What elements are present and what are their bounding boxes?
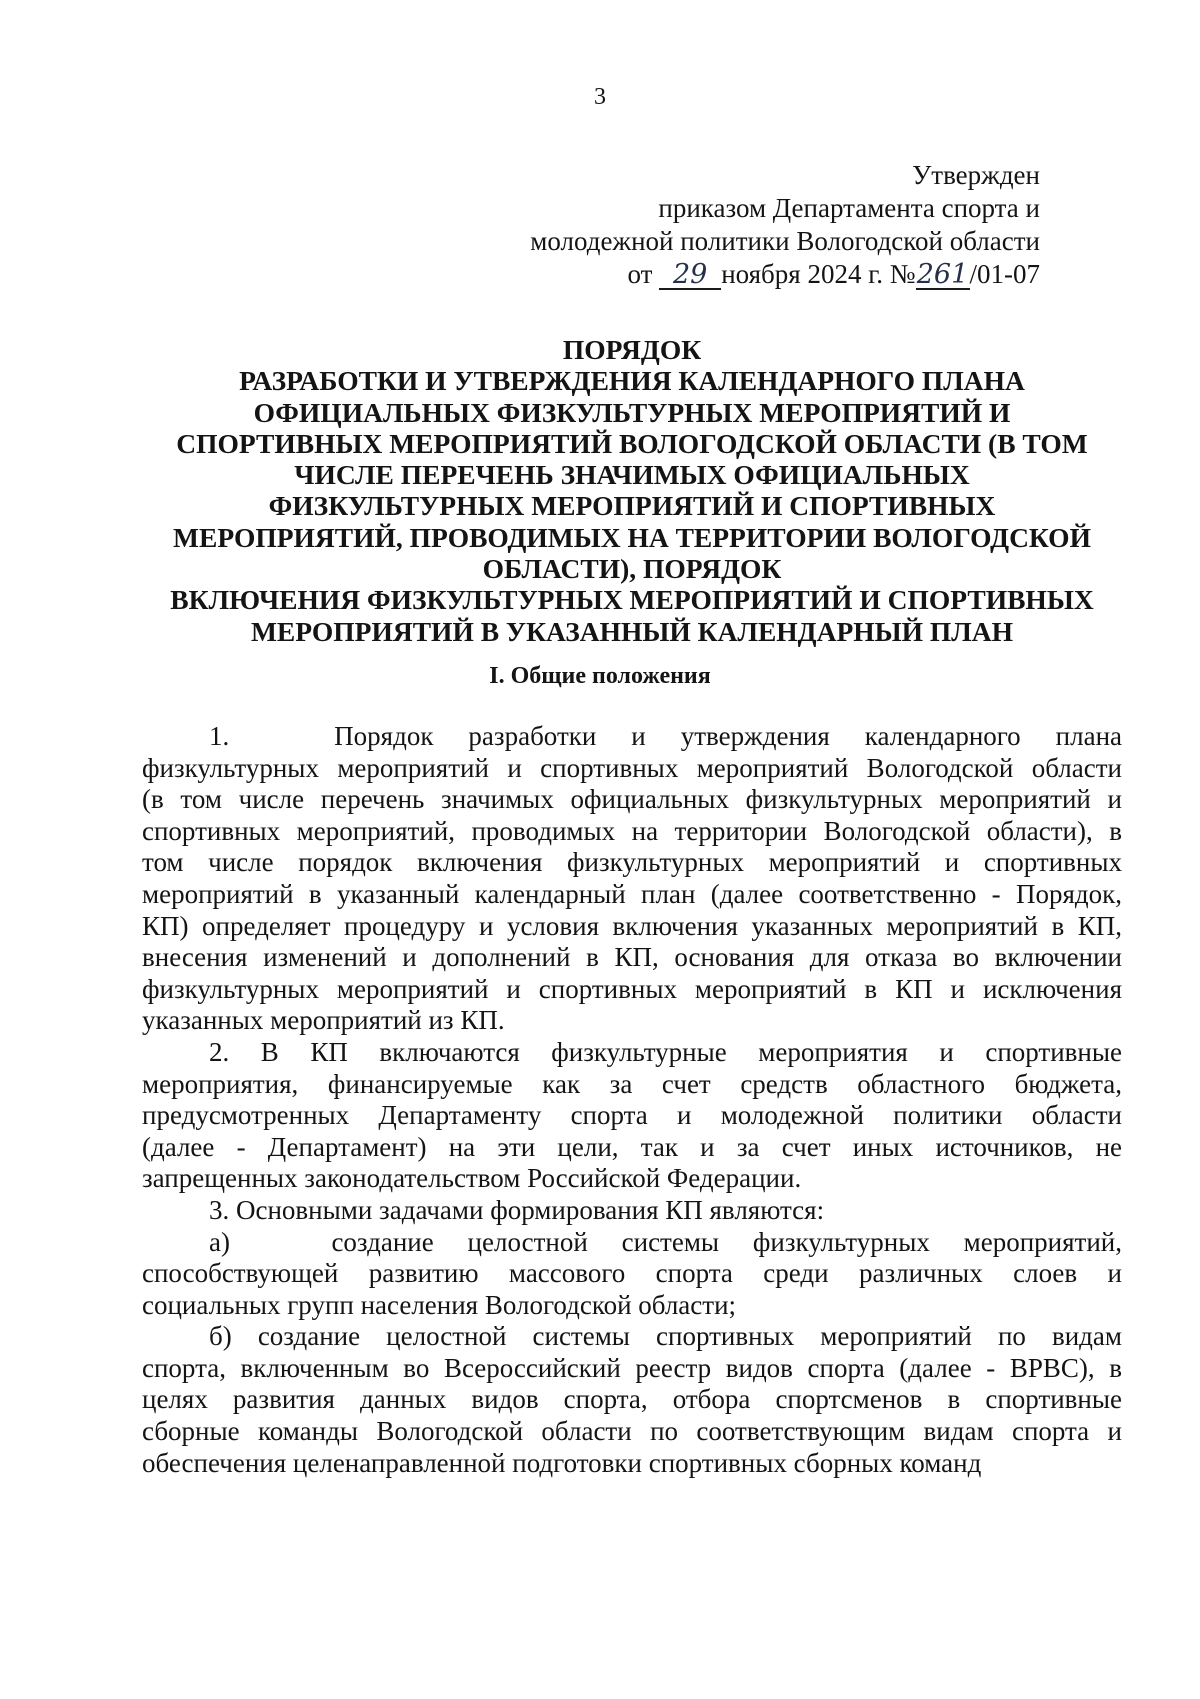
page-number: 3 — [594, 84, 606, 110]
approval-order-suffix: /01-07 — [969, 259, 1040, 289]
title-line: ЧИСЛЕ ПЕРЕЧЕНЬ ЗНАЧИМЫХ ОФИЦИАЛЬНЫХ — [294, 459, 970, 491]
body-text — [142, 721, 1122, 1479]
approval-line-2: приказом Департамента спорта и — [658, 193, 1040, 223]
body-line: спортивных мероприятий, проводимых на территории Вологодской области), в — [142, 815, 1122, 846]
body-line: мероприятий в указанный календарный план (далее соответственно - Порядок, — [142, 878, 1122, 909]
body-line: КП) определяет процедуру и условия включения указанных мероприятий в КП, — [142, 910, 1122, 941]
approval-date-text: ноября 2024 г. № — [721, 259, 916, 289]
body-line: физкультурных мероприятий и спортивных мероприятий в КП и исключения — [142, 973, 1122, 1004]
body-line: (далее - Департамент) на эти цели, так и за счет иных источников, не — [142, 1131, 1122, 1162]
body-line: физкультурных мероприятий и спортивных мероприятий Вологодской области — [142, 752, 1122, 783]
approval-block — [530, 159, 1040, 291]
body-line: запрещенных законодательством Российской Федерации. — [142, 1163, 802, 1194]
body-line: целях развития данных видов спорта, отбора спортсменов в спортивные — [142, 1384, 1122, 1415]
section-heading: I. Общие положения — [489, 663, 711, 689]
handwritten-day: 29 — [659, 262, 721, 290]
body-line: предусмотренных Департаменту спорта и молодежной политики области — [142, 1100, 1122, 1131]
body-line: мероприятия, финансируемые как за счет средств областного бюджета, — [142, 1068, 1122, 1099]
title-line: МЕРОПРИЯТИЙ, ПРОВОДИМЫХ НА ТЕРРИТОРИИ ВОЛОГОДСКОЙ — [173, 521, 1091, 553]
body-line: спорта, включенным во Всероссийский реестр видов спорта (далее - ВРВС), в — [142, 1352, 1122, 1383]
title-line: ФИЗКУЛЬТУРНЫХ МЕРОПРИЯТИЙ И СПОРТИВНЫХ — [268, 490, 996, 522]
body-line: социальных групп населения Вологодской области; — [142, 1289, 737, 1320]
title-line: ОБЛАСТИ), ПОРЯДОК — [482, 553, 782, 585]
approval-date-line — [530, 258, 1040, 291]
title-line: ПОРЯДОК — [562, 334, 702, 365]
body-line: обеспечения целенаправленной подготовки спортивных сборных команд — [142, 1447, 982, 1478]
body-line: (в том числе перечень значимых официальных физкультурных мероприятий и — [142, 784, 1122, 815]
body-line: том числе порядок включения физкультурных мероприятий и спортивных — [142, 847, 1122, 878]
body-line: 1. Порядок разработки и утверждения календарного плана — [209, 721, 1122, 751]
body-line: указанных мероприятий из КП. — [142, 1005, 505, 1036]
body-line: 2. В КП включаются физкультурные мероприятия и спортивные — [209, 1036, 1122, 1067]
title-line: МЕРОПРИЯТИЙ В УКАЗАННЫЙ КАЛЕНДАРНЫЙ ПЛАН — [250, 615, 1014, 647]
title-line: ОФИЦИАЛЬНЫХ ФИЗКУЛЬТУРНЫХ МЕРОПРИЯТИЙ И — [253, 396, 1011, 428]
body-line: способствующей развитию массового спорта среди различных слоев и — [142, 1258, 1122, 1289]
approval-line-3: молодежной политики Вологодской области — [530, 226, 1040, 256]
title-line: СПОРТИВНЫХ МЕРОПРИЯТИЙ ВОЛОГОДСКОЙ ОБЛАСТИ (В ТОМ — [176, 427, 1088, 459]
handwritten-order-number: 261 — [916, 259, 969, 290]
body-line: б) создание целостной системы спортивных мероприятий по видам — [209, 1321, 1122, 1352]
body-line: внесения изменений и дополнений в КП, основания для отказа во включении — [142, 942, 1122, 973]
body-line: 3. Основными задачами формирования КП являются: — [209, 1194, 825, 1225]
body-line: а) создание целостной системы физкультурных мероприятий, — [209, 1226, 1122, 1257]
approval-line-1: Утвержден — [912, 160, 1040, 190]
body-line: сборные команды Вологодской области по соответствующим видам спорта и — [142, 1416, 1122, 1447]
title-line: ВКЛЮЧЕНИЯ ФИЗКУЛЬТУРНЫХ МЕРОПРИЯТИЙ И СПОРТИВНЫХ — [170, 584, 1094, 616]
title-line: РАЗРАБОТКИ И УТВЕРЖДЕНИЯ КАЛЕНДАРНОГО ПЛАНА — [239, 365, 1025, 397]
document-title — [142, 334, 1122, 647]
approval-date-prefix: от — [627, 259, 660, 289]
